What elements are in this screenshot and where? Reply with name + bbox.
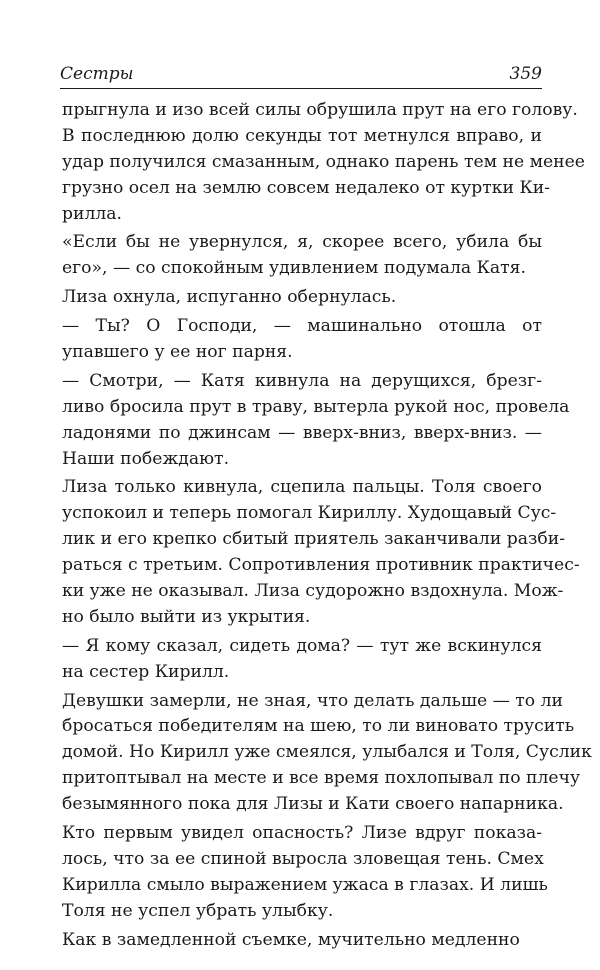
text-line: домой. Но Кирилл уже смеялся, улыбался и Толя, Суслик [62, 742, 592, 763]
text-line: удар получился смазанным, однако парень тем не менее [62, 151, 585, 172]
text-line: Лиза только кивнула, сцепила пальцы. Толя своего [62, 477, 542, 498]
text-line: но было выйти из укрытия. [62, 606, 311, 627]
text-line: Девушки замерли, не зная, что делать дальше — то ли [62, 690, 563, 711]
text-line: прыгнула и изо всей силы обрушила прут на его голову. [62, 100, 578, 120]
text-line: В последнюю долю секунды тот метнулся вправо, и [62, 125, 542, 146]
text-line: Кто первым увидел опасность? Лизе вдруг показа- [62, 823, 542, 844]
text-line: притоптывал на месте и все время похлопывал по плечу [62, 768, 581, 789]
header-rule [60, 88, 542, 89]
body-text [60, 98, 592, 954]
page-number: 359 [509, 64, 542, 84]
text-line: на сестер Кирилл. [62, 661, 230, 682]
paragraph [60, 634, 542, 686]
text-line: лось, что за ее спиной выросла зловещая тень. Смех [62, 848, 544, 869]
paragraph [60, 928, 542, 954]
paragraph [60, 821, 548, 925]
paragraph [60, 285, 542, 311]
text-line: Как в замедленной съемке, мучительно медленно [62, 929, 520, 950]
running-title: Сестры [60, 64, 134, 84]
text-line: раться с третьим. Сопротивления противник практичес- [62, 555, 580, 576]
paragraph [60, 314, 542, 366]
running-header [60, 64, 542, 86]
text-line: бросаться победителям на шею, то ли виновато трусить [62, 716, 575, 737]
text-line: Лиза охнула, испуганно обернулась. [62, 287, 397, 308]
text-line: Наши побеждают. [62, 448, 230, 469]
text-line: — Смотри, — Катя кивнула на дерущихся, брезг- [62, 370, 542, 391]
text-line: ливо бросила прут в траву, вытерла рукой нос, провела [62, 396, 570, 417]
text-line: Толя не успел убрать улыбку. [62, 900, 334, 921]
text-line: рилла. [62, 203, 123, 224]
text-line: ки уже не оказывал. Лиза судорожно вздохнула. Мож- [62, 581, 564, 602]
text-line: «Если бы не увернулся, я, скорее всего, убила бы [62, 232, 542, 253]
paragraph [60, 98, 585, 227]
paragraph [60, 689, 592, 818]
text-line: — Ты? О Господи, — машинально отошла от [62, 316, 542, 337]
text-line: лик и его крепко сбитый приятель заканчивали разби- [62, 529, 566, 550]
text-line: упавшего у ее ног парня. [62, 342, 293, 363]
text-line: успокоил и теперь помогал Кириллу. Худощавый Сус- [62, 503, 557, 524]
paragraph [60, 369, 570, 473]
paragraph [60, 230, 542, 282]
text-line: ладонями по джинсам — вверх-вниз, вверх-вниз. — [62, 422, 542, 443]
text-line: безымянного пока для Лизы и Кати своего напарника. [62, 794, 564, 815]
paragraph [60, 475, 580, 630]
text-line: Кирилла смыло выражением ужаса в глазах. И лишь [62, 874, 548, 895]
text-line: его», — со спокойным удивлением подумала Катя. [62, 258, 526, 279]
text-line: грузно осел на землю совсем недалеко от куртки Ки- [62, 177, 551, 198]
text-line: — Я кому сказал, сидеть дома? — тут же вскинулся [62, 635, 542, 656]
